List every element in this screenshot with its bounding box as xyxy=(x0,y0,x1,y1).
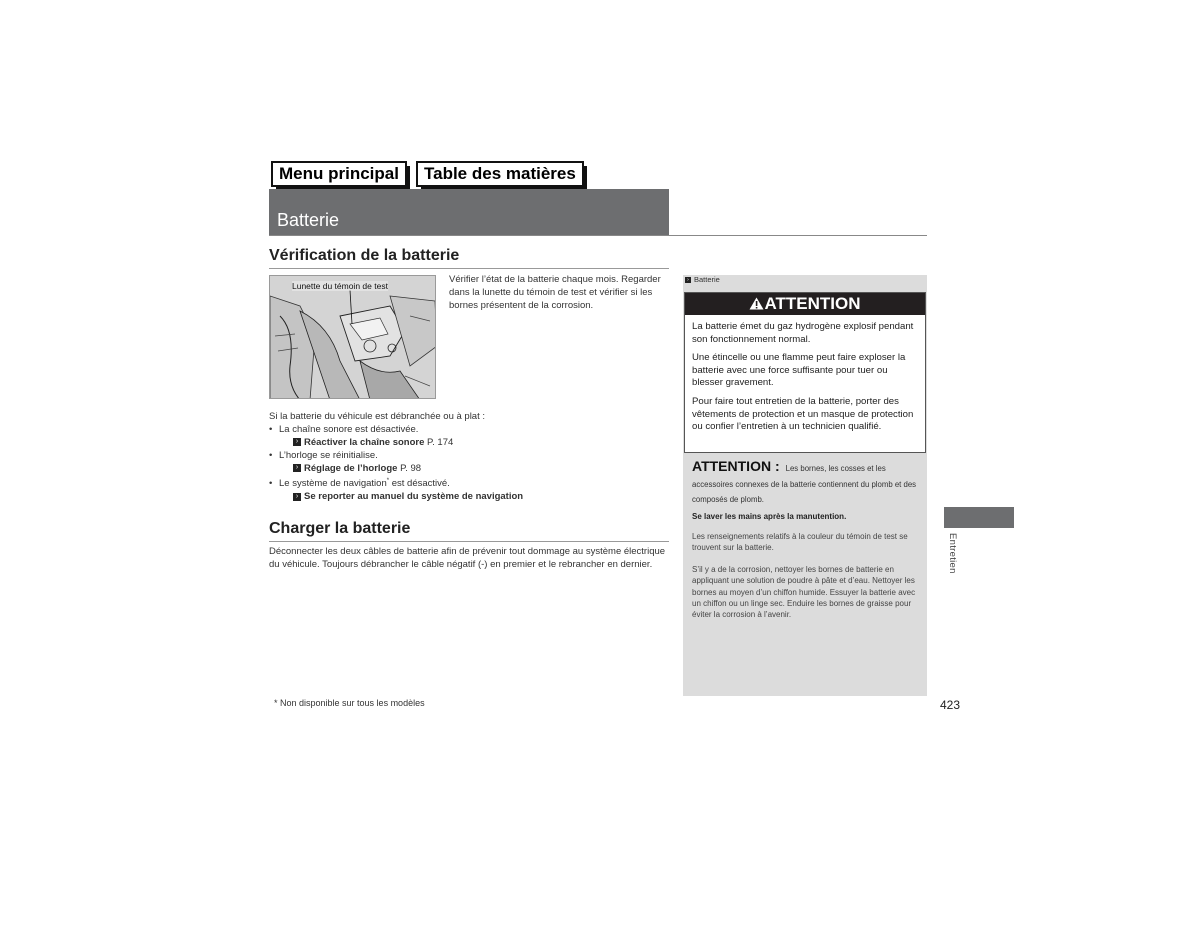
warning-triangle-icon xyxy=(749,297,764,310)
disconnected-intro: Si la batterie du véhicule est débranchée ou à plat : xyxy=(269,411,486,422)
warning-title: ATTENTION xyxy=(764,294,861,313)
caution-text: Les bornes, les cosses et les accessoires connexes de la batterie contiennent du plomb et des composés de plomb. xyxy=(692,464,917,504)
cross-reference[interactable] xyxy=(269,490,669,503)
section-heading-charging: Charger la batterie xyxy=(269,520,411,537)
list-item-text: La chaîne sonore est désactivée. xyxy=(279,424,419,435)
section-rule xyxy=(269,268,669,269)
engine-bay-illustration xyxy=(270,276,436,399)
caution-label: ATTENTION : xyxy=(692,458,780,474)
warning-box xyxy=(684,292,926,453)
table-of-contents-button[interactable]: Table des matières xyxy=(416,161,584,187)
list-item-text: Le système de navigation xyxy=(279,478,387,490)
list-item: • Le système de navigation* est désactivé. xyxy=(269,478,450,490)
main-menu-button[interactable]: Menu principal xyxy=(271,161,407,187)
chapter-tab[interactable] xyxy=(944,507,1014,528)
list-item: • L’horloge se réinitialise. xyxy=(269,450,378,461)
title-rule xyxy=(269,235,927,236)
warning-paragraph: Une étincelle ou une flamme peut faire exploser la batterie avec une force suffisante pour tuer ou blesser gravement. xyxy=(692,352,906,389)
caution-bold: Se laver les mains après la manutention. xyxy=(692,512,847,521)
chapter-tab-label: Entretien xyxy=(947,533,958,574)
inspection-intro: Vérifier l’état de la batterie chaque mois. Regarder dans la lunette du témoin de test et vérifier si les bornes présentent de la corrosion. xyxy=(449,274,661,311)
bullet-list xyxy=(269,423,669,503)
figure-label: Lunette du témoin de test xyxy=(292,281,388,291)
page-title: Batterie xyxy=(277,210,340,230)
reference-arrow-icon: › xyxy=(293,464,301,472)
reference-page: P. 174 xyxy=(427,437,454,448)
note-corrosion: S’il y a de la corrosion, nettoyer les bornes de batterie en appliquant une solution de poudre à pâte et d’eau. Nettoyer les bornes au moyen d’un chiffon humide. Essuyer la batterie avec un chiffon ou un linge sec. Enduire les bornes de graisse pour éviter la corrosion à l’avenir. xyxy=(692,565,916,620)
title-bar xyxy=(269,189,669,235)
section-heading-verification: Vérification de la batterie xyxy=(269,247,460,264)
list-item-text-end: est désactivé. xyxy=(389,478,450,490)
list-item: • La chaîne sonore est désactivée. xyxy=(269,424,419,435)
cross-reference[interactable] xyxy=(269,436,669,449)
note-test-indicator: Les renseignements relatifs à la couleur du témoin de test se trouvent sur la batterie. xyxy=(692,532,908,553)
footnote-marker: * xyxy=(386,478,390,484)
cross-reference[interactable] xyxy=(269,462,669,475)
footnote: * Non disponible sur tous les modèles xyxy=(274,698,425,708)
reference-link[interactable]: Réactiver la chaîne sonore xyxy=(304,437,425,448)
panel-tag-text: Batterie xyxy=(694,275,720,284)
warning-paragraph: La batterie émet du gaz hydrogène explosif pendant son fonctionnement normal. xyxy=(692,321,914,345)
page-number: 423 xyxy=(940,698,961,712)
section-rule xyxy=(269,541,669,542)
battery-figure xyxy=(269,275,436,399)
reference-link[interactable]: Se reporter au manuel du système de navigation xyxy=(304,491,524,503)
reference-page: P. 98 xyxy=(400,463,422,474)
side-panel xyxy=(683,275,927,696)
caution-block xyxy=(692,459,920,508)
panel-tag xyxy=(685,275,720,284)
list-item-text: L’horloge se réinitialise. xyxy=(279,450,378,461)
reference-icon: › xyxy=(685,277,691,283)
reference-arrow-icon: › xyxy=(293,493,301,501)
warning-header xyxy=(685,293,925,315)
charging-body: Déconnecter les deux câbles de batterie afin de prévenir tout dommage au système électrique du véhicule. Toujours débrancher le câble négatif (-) en premier et le rebrancher en dernier. xyxy=(269,546,666,570)
warning-paragraph: Pour faire tout entretien de la batterie, porter des vêtements de protection et un masque de protection ou confier l’entretien à un technicien qualifié. xyxy=(692,395,914,433)
reference-link[interactable]: Réglage de l’horloge xyxy=(304,463,398,474)
reference-arrow-icon: › xyxy=(293,438,301,446)
